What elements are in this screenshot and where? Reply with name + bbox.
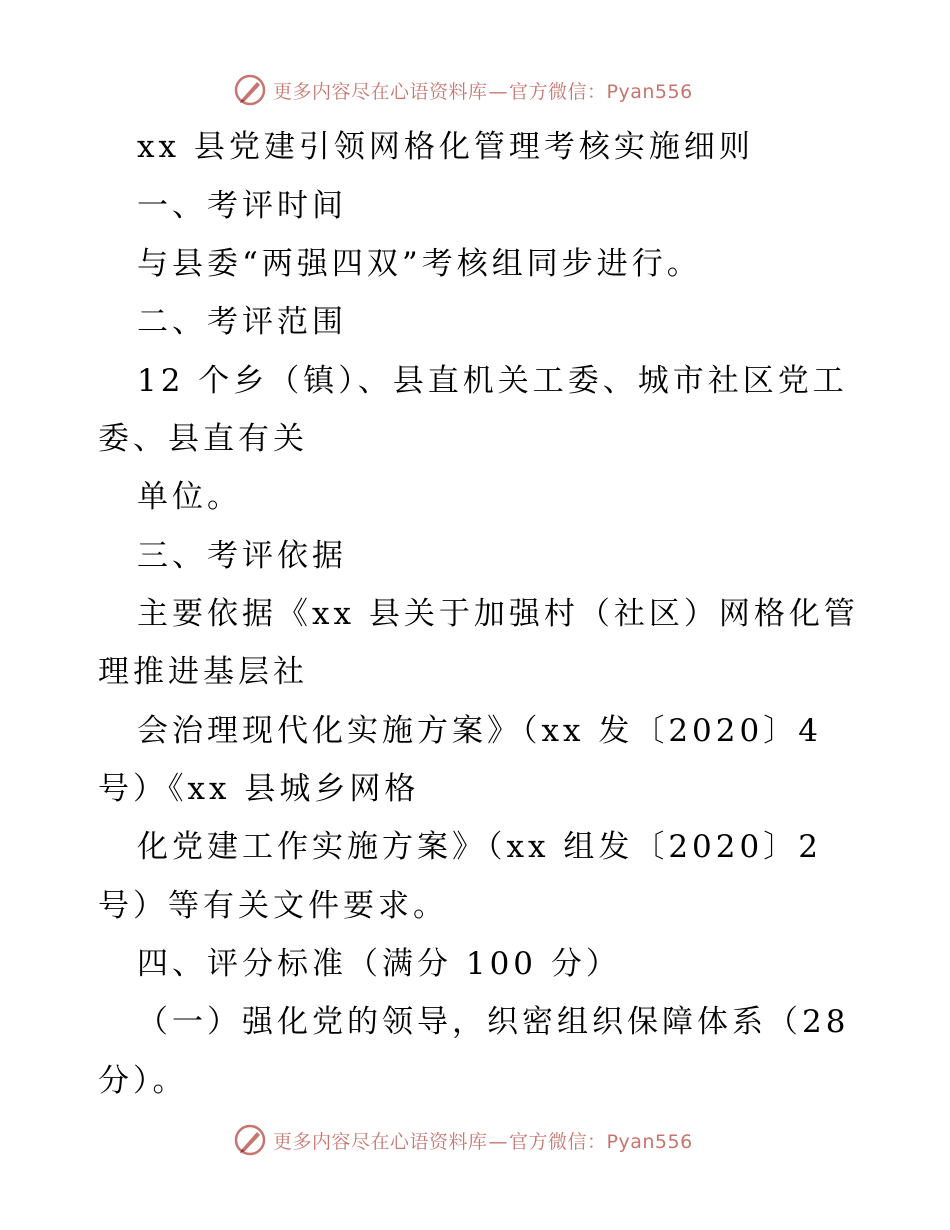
body-text-line: 会治理现代化实施方案》（xx 发〔2020〕4 bbox=[137, 713, 822, 749]
body-text-line: 号）《xx 县城乡网格 bbox=[98, 771, 420, 807]
section-heading: 三、考评依据 bbox=[137, 538, 347, 574]
banner-contact: 官方微信：Pyan556 bbox=[509, 80, 693, 103]
section-heading: 二、考评范围 bbox=[137, 304, 347, 340]
body-text-line: 理推进基层社 bbox=[98, 654, 308, 690]
body-text-line: 12 个乡（镇）、县直机关工委、城市社区党工 bbox=[137, 363, 848, 399]
banner-slogan: 更多内容尽在心语资料库 bbox=[273, 1130, 488, 1153]
banner-contact: 官方微信：Pyan556 bbox=[509, 1130, 693, 1153]
banner-slogan: 更多内容尽在心语资料库 bbox=[273, 80, 488, 103]
body-text-line: 委、县直有关 bbox=[98, 421, 308, 457]
banner-text bbox=[273, 1127, 693, 1154]
body-text-line: 号）等有关文件要求。 bbox=[98, 888, 448, 924]
pen-logo-icon bbox=[233, 1123, 267, 1157]
footer-watermark-banner bbox=[233, 1120, 693, 1160]
pen-logo-icon bbox=[233, 73, 267, 107]
body-text-line: 主要依据《xx 县关于加强村（社区）网格化管 bbox=[137, 596, 859, 632]
subsection-heading: （一）强化党的领导，织密组织保障体系（28 bbox=[137, 1004, 850, 1040]
banner-text bbox=[273, 77, 693, 104]
header-watermark-banner bbox=[233, 70, 693, 110]
section-heading: 一、考评时间 bbox=[137, 188, 347, 224]
document-title: xx 县党建引领网格化管理考核实施细则 bbox=[137, 129, 754, 165]
body-text-line: 单位。 bbox=[137, 479, 242, 515]
body-text-line: 与县委“两强四双”考核组同步进行。 bbox=[137, 246, 702, 282]
banner-dash: — bbox=[488, 80, 509, 103]
body-text-line: 分）。 bbox=[98, 1063, 188, 1099]
body-text-line: 化党建工作实施方案》（xx 组发〔2020〕2 bbox=[137, 829, 822, 865]
section-heading: 四、评分标准（满分 100 分） bbox=[137, 946, 621, 982]
banner-dash: — bbox=[488, 1130, 509, 1153]
